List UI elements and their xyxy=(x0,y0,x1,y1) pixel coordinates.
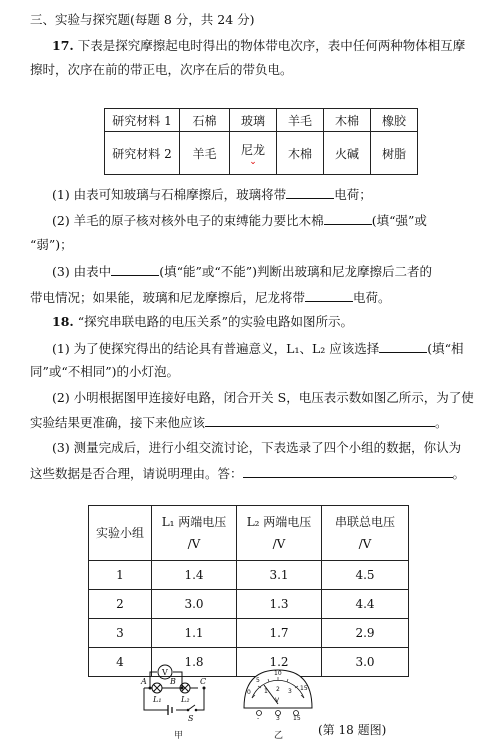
voltmeter-label: V xyxy=(162,668,168,677)
dial-scale-1: 1 xyxy=(264,688,268,695)
table-cell: 4.5 xyxy=(322,561,409,590)
table-row xyxy=(105,109,418,132)
dial-scale-10: 10 xyxy=(274,670,282,677)
dial-scale-15: 15 xyxy=(300,685,308,692)
table-cell: 研究材料 2 xyxy=(105,132,180,175)
q17-line2: 擦时，次序在前的带正电，次序在后的带负电。 xyxy=(30,62,293,77)
q18-part1-text: (1) 为了使探究得出的结论具有普遍意义，L₁、L₂ 应该选择 xyxy=(52,341,380,356)
q17-line1 xyxy=(52,38,465,54)
header-cell-line: L₂ 两端电压 xyxy=(246,515,312,529)
table-row xyxy=(89,561,409,590)
answer-blank[interactable] xyxy=(111,263,159,276)
answer-blank[interactable] xyxy=(286,186,334,199)
table-cell: 1.1 xyxy=(152,619,237,648)
table-cell: 1.4 xyxy=(152,561,237,590)
header-cell xyxy=(322,506,409,561)
table-cell: 4.4 xyxy=(322,590,409,619)
table-cell: 3.0 xyxy=(322,648,409,677)
point-a-label: A xyxy=(141,677,147,686)
table-cell: 橡胶 xyxy=(371,109,418,132)
q17-text1: 下表是探究摩擦起电时得出的物体带电次序，表中任何两种物体相互摩 xyxy=(77,38,466,53)
q18-part3: (3) 测量完成后，进行小组交流讨论，下表选录了四个小组的数据，你认为 xyxy=(52,440,462,455)
table-cell: 3.0 xyxy=(152,590,237,619)
q17-part3-cont xyxy=(30,289,391,306)
header-cell xyxy=(237,506,322,561)
q17-part2-text: (2) 羊毛的原子核对核外电子的束缚能力要比木棉 xyxy=(52,213,324,228)
voltage-data-table xyxy=(88,505,409,677)
q18-number: 18. xyxy=(52,314,74,329)
q17-part3-text: (3) 由表中 xyxy=(52,264,112,279)
figure-yi-label: 乙 xyxy=(274,731,284,741)
q18-part2: (2) 小明根据图甲连接好电路，闭合开关 S，电压表示数如图乙所示，为了使 xyxy=(52,390,474,405)
dial-scale-3: 3 xyxy=(288,688,292,695)
q18-part1-suffix: (填“相 xyxy=(427,341,464,356)
lamp-l1-label: L₁ xyxy=(153,695,162,704)
figure-caption: (第 18 题图) xyxy=(318,723,387,737)
q17-part3-text2: 带电情况；如果能，玻璃和尼龙摩擦后，尼龙将带 xyxy=(30,290,306,305)
table-cell: 火碱 xyxy=(324,132,371,175)
terminal-15 xyxy=(294,711,299,716)
header-cell xyxy=(152,506,237,561)
q17-part2 xyxy=(52,212,427,229)
q17-part2-suffix: (填“强”或 xyxy=(371,213,427,228)
figure-jia-label: 甲 xyxy=(174,731,184,741)
table-cell: 1.8 xyxy=(152,648,237,677)
q18-text1: “探究串联电路的电压关系”的实验电路如图所示。 xyxy=(77,314,354,329)
table-cell: 1 xyxy=(89,561,152,590)
table-cell: 1.2 xyxy=(237,648,322,677)
table-cell: 3 xyxy=(89,619,152,648)
q18-part2-cont xyxy=(30,414,448,431)
q18-line1 xyxy=(52,314,353,330)
table-cell: 1.3 xyxy=(237,590,322,619)
table-cell: 玻璃 xyxy=(230,109,277,132)
dial-scale-5: 5 xyxy=(256,677,260,684)
q17-part3-suffix: (填“能”或“不能”)判断出玻璃和尼龙摩擦后二者的 xyxy=(159,264,433,279)
header-cell-line: L₁ 两端电压 xyxy=(161,515,227,529)
table-cell: 羊毛 xyxy=(277,109,324,132)
header-cell: 实验小组 xyxy=(89,506,152,561)
q18-part3-suffix: 。 xyxy=(452,466,466,481)
terminal-15-label: 15 xyxy=(293,715,301,722)
answer-blank[interactable] xyxy=(205,414,435,427)
q18-part3-cont xyxy=(30,465,465,482)
table-cell: 树脂 xyxy=(371,132,418,175)
answer-blank[interactable] xyxy=(379,340,427,353)
voltmeter-dial-diagram xyxy=(236,664,320,742)
q18-part3-text: 这些数据是否合理，请说明理由。答： xyxy=(30,466,243,481)
q17-part3 xyxy=(52,263,432,280)
table-cell: 石棉 xyxy=(180,109,230,132)
dial-scale-0: 0 xyxy=(247,689,251,696)
dial-scale-2: 2 xyxy=(276,686,280,693)
charge-order-table xyxy=(104,108,418,175)
table-cell: 1.7 xyxy=(237,619,322,648)
table-cell: 研究材料 1 xyxy=(105,109,180,132)
table-cell: 4 xyxy=(89,648,152,677)
q17-part2-cont: “弱”)； xyxy=(30,237,73,252)
terminal-3 xyxy=(276,711,281,716)
q17-part1-text: (1) 由表可知玻璃与石棉摩擦后，玻璃将带 xyxy=(52,187,287,202)
table-header-row xyxy=(89,506,409,561)
red-check-mark: ⌄ xyxy=(249,156,257,167)
q17-part1-suffix: 电荷； xyxy=(334,187,372,202)
table-cell: 木棉 xyxy=(277,132,324,175)
header-cell-line: 串联总电压 xyxy=(334,515,395,529)
header-cell-unit: /V xyxy=(358,537,372,551)
q17-number: 17. xyxy=(52,38,74,53)
answer-blank[interactable] xyxy=(243,465,453,478)
answer-blank[interactable] xyxy=(305,289,353,302)
q17-part3-suffix2: 电荷。 xyxy=(353,290,391,305)
table-row xyxy=(89,590,409,619)
table-cell: 羊毛 xyxy=(180,132,230,175)
q18-part2-text: 实验结果更准确，接下来他应该 xyxy=(30,415,206,430)
header-cell-unit: /V xyxy=(187,537,201,551)
terminal-minus-label: - xyxy=(257,715,260,722)
answer-blank[interactable] xyxy=(324,212,372,225)
table-cell: 2.9 xyxy=(322,619,409,648)
point-c-label: C xyxy=(200,677,207,686)
circuit-diagram xyxy=(140,664,240,742)
point-b-label: B xyxy=(170,677,176,686)
table-cell xyxy=(230,132,277,175)
q18-part1 xyxy=(52,340,464,357)
table-row xyxy=(89,619,409,648)
switch-label: S xyxy=(188,714,194,723)
header-cell-unit: /V xyxy=(272,537,286,551)
section-heading: 三、实验与探究题(每题 8 分，共 24 分) xyxy=(30,12,255,27)
table-cell-text: 尼龙 xyxy=(240,142,265,157)
terminal-3-label: 3 xyxy=(276,715,280,722)
table-cell: 木棉 xyxy=(324,109,371,132)
table-row xyxy=(105,132,418,175)
table-cell: 2 xyxy=(89,590,152,619)
q17-part1 xyxy=(52,186,372,203)
q18-part1-cont: 同”或“不相同”)的小灯泡。 xyxy=(30,364,180,379)
lamp-l2-label: L₂ xyxy=(181,695,190,704)
terminal-minus xyxy=(257,711,262,716)
table-cell: 3.1 xyxy=(237,561,322,590)
q18-part2-suffix: 。 xyxy=(435,415,448,430)
dial-unit-label: V xyxy=(275,697,280,704)
